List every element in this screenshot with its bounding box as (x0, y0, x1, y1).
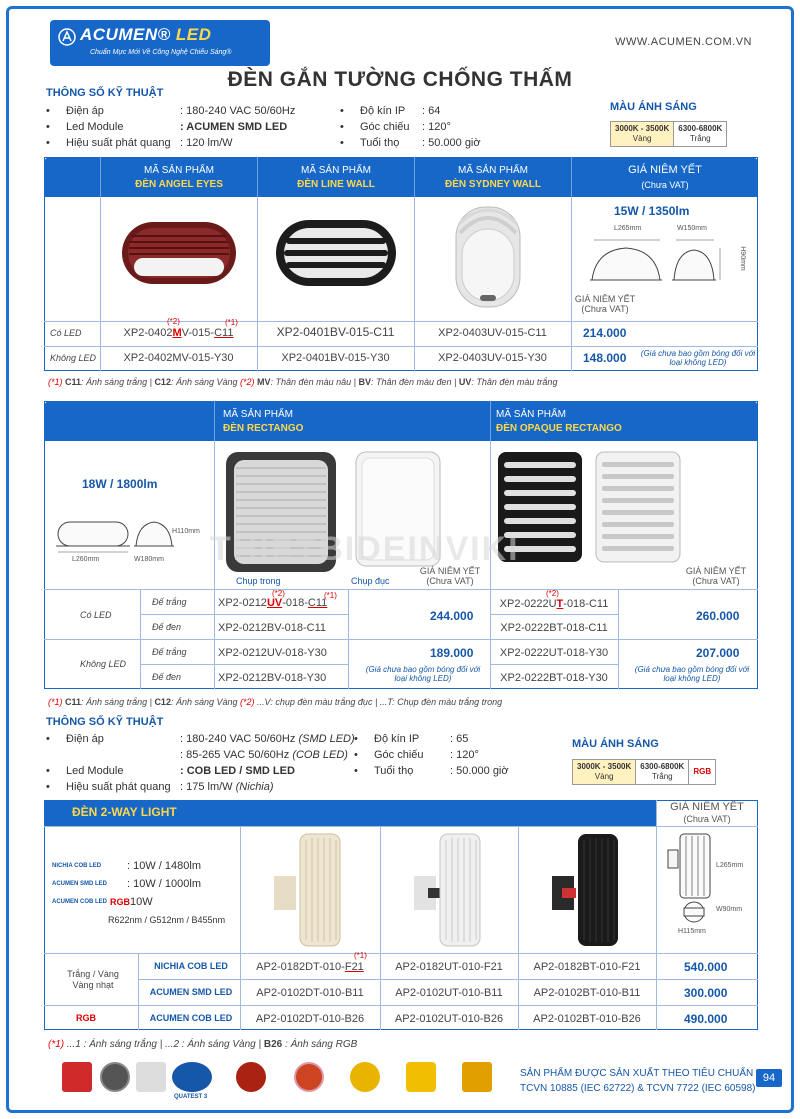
price-label-block (676, 566, 756, 586)
spec-value: : 120° (450, 749, 479, 761)
price-label-block (410, 566, 490, 586)
code-2way-white-nichia[interactable]: AP2-0182UT-010-F21 (395, 961, 503, 973)
spec-value: : 50.000 giờ (450, 765, 509, 777)
footnote-code: B26 (263, 1039, 283, 1050)
acumen-logo-icon (58, 28, 76, 46)
dimension-width: W180mm (134, 556, 164, 563)
price-2way-smd: 300.000 (684, 986, 728, 1000)
price-led: 214.000 (583, 326, 627, 340)
spec-value: : 50.000 giờ (422, 137, 481, 149)
spec-label: Hiệu suất phát quang (66, 781, 171, 793)
code-part: XP2-0222U (499, 598, 557, 610)
dimension-width: W90mm (716, 906, 743, 913)
footnote-text: : Ánh sáng trắng | (81, 697, 155, 707)
price-rectango-no-led: 189.000 (430, 646, 474, 660)
watermark: THIETBIDEINVIKI (210, 530, 520, 568)
led-type-cell: ACUMEN SMD LED (149, 987, 233, 997)
footnote-1 (48, 377, 557, 387)
code-opaque-led-black[interactable]: XP2-0222BT-018-C11 (500, 622, 608, 634)
note-mark-1: (*1) (324, 591, 337, 600)
footnote-text: : Ánh sáng Vàng (170, 377, 241, 387)
cert-quality-icon (136, 1062, 166, 1092)
code-opaque-no-led-white[interactable]: XP2-0222UT-018-Y30 (499, 647, 609, 659)
price-label: GIÁ NIÊM YẾT (419, 566, 481, 576)
code-part: XP2-0212 (218, 597, 267, 609)
2way-light-black-image (542, 830, 638, 950)
header-top: MÃ SẢN PHẨM (223, 409, 294, 420)
dimension-height: H115mm (678, 928, 706, 935)
base-white-label: Đế trắng (152, 647, 187, 657)
header-product-opaque-rectango: ĐÈN OPAQUE RECTANGO (496, 423, 622, 434)
spec-value: : COB LED / SMD LED (180, 765, 295, 777)
spec-label: Điện áp (66, 105, 104, 117)
led-type-cell: ACUMEN COB LED (149, 1013, 233, 1023)
spec-title: THÔNG SỐ KỸ THUẬT (46, 87, 164, 99)
footnote-code: C11 (65, 697, 82, 707)
cool-sub: Trắng (689, 134, 711, 143)
led-type-label: ACUMEN SMD LED (52, 881, 107, 887)
color-temp-box (610, 121, 727, 147)
page-number: 94 (756, 1069, 782, 1087)
sydney-wall-lamp-image (452, 203, 524, 311)
code-part: AP2-0182DT-010- (256, 961, 345, 973)
code-part: -018-C11 (563, 598, 609, 610)
code-angel-eyes-led[interactable] (100, 327, 257, 339)
footnote-mark: (*2) (240, 697, 255, 707)
acumen-logo[interactable] (50, 20, 270, 66)
code-opaque-no-led-black[interactable]: XP2-0222BT-018-Y30 (500, 672, 608, 684)
base-black-label: Đế đen (152, 672, 182, 682)
note-mark-1: (*1) (225, 318, 238, 327)
spec-value: : 175 lm/W (180, 781, 233, 793)
spec2-list-left: • Điện áp : 180-240 VAC 50/60Hz (SMD LED) : 85-265 VAC 50/60Hz (COB LED) • Led Module : COB LED / SMD LED • Hiệu suất phát quang : 175 lm/W (Nichia) (46, 733, 355, 793)
footnote-3 (48, 1039, 357, 1050)
angel-eyes-lamp-image (118, 218, 240, 288)
price-opaque-no-led: 207.000 (696, 646, 740, 660)
warm-sub: Vàng (594, 772, 614, 781)
warm-temp (573, 760, 635, 784)
footnote-text: : Thân đèn màu nâu | (270, 377, 359, 387)
spec-value: : ACUMEN SMD LED (180, 121, 288, 133)
spec-label: Led Module (66, 765, 124, 777)
spec-label: Độ kín IP (360, 105, 406, 117)
row-label-led: Có LED (80, 610, 112, 620)
dimension-length: L260mm (72, 556, 100, 563)
header-top: MÃ SẢN PHẨM (457, 165, 528, 176)
2way-power-list (52, 858, 242, 928)
footnote-text: : Ánh sáng trắng | (81, 377, 155, 387)
code-part-color: M (172, 327, 182, 339)
header-top: MÃ SẢN PHẨM (143, 165, 214, 176)
warm-temp (611, 122, 673, 146)
brand-tagline: Chuẩn Mực Mới Về Công Nghệ Chiếu Sáng® (90, 49, 232, 56)
table3-title: ĐÈN 2-WAY LIGHT (72, 805, 177, 819)
color-temp-box (572, 759, 716, 785)
warm-value: 3000K - 3500K (577, 762, 632, 771)
footnote-mark: (*2) (240, 377, 255, 387)
header-product-sydney-wall: ĐÈN SYDNEY WALL (445, 179, 541, 190)
price-2way-rgb: 490.000 (684, 1012, 728, 1026)
price-note: (Giá chưa bao gồm bóng đối với loại không LED) (640, 349, 756, 367)
spec-label: Điện áp (66, 733, 104, 745)
price-rectango-led: 244.000 (430, 609, 474, 623)
footnote-code: C12 (154, 697, 171, 707)
footnote-mark: (*1) (48, 1039, 65, 1050)
cert-logo-icon (62, 1062, 92, 1092)
code-2way-white-smd[interactable]: AP2-0102UT-010-B11 (395, 987, 503, 999)
code-part: -018- (282, 597, 308, 609)
rectango-dimension-drawing (52, 512, 182, 558)
footnote-text: ...V: chụp đèn màu trắng đục | ...T: Chụp đèn màu trắng trong (254, 697, 503, 707)
dimension-length: L265mm (614, 225, 642, 232)
row-label-no-led: Không LED (50, 353, 97, 363)
2way-light-white-image (404, 830, 500, 950)
header-top: MÃ SẢN PHẨM (300, 165, 371, 176)
footnote-code: BV (358, 377, 371, 387)
cert-star-award-icon (294, 1062, 324, 1092)
website-url[interactable]: WWW.ACUMEN.COM.VN (615, 36, 752, 48)
cert-iso-icon (100, 1062, 130, 1092)
header-price-sub: (Chưa VAT) (641, 180, 689, 190)
standard-line-1: SẢN PHẨM ĐƯỢC SẢN XUẤT THEO TIÊU CHUẨN (520, 1068, 754, 1079)
price-note: (Giá chưa bao gồm bóng đối với loại không LED) (365, 665, 481, 683)
cool-value: 6300-6800K (678, 124, 723, 133)
note-mark-2: (*2) (272, 589, 285, 598)
code-rectango-no-led-white[interactable]: XP2-0212UV-018-Y30 (218, 647, 327, 659)
header-product-line-wall: ĐÈN LINE WALL (297, 179, 375, 190)
row-label-no-led: Không LED (80, 659, 127, 669)
dimension-height: H110mm (172, 528, 200, 535)
row-label-led: Có LED (50, 328, 82, 338)
code-sydney-wall-no-led[interactable]: XP2-0403UV-015-Y30 (438, 352, 547, 364)
table2-header (44, 401, 758, 441)
spec-label: Góc chiếu (374, 749, 424, 761)
cool-value: 6300-6800K (640, 762, 685, 771)
table1-header (44, 157, 758, 197)
cert-quatest-icon (172, 1062, 212, 1092)
code-part-color: T (556, 598, 564, 610)
led-power-value: 10W (130, 896, 153, 908)
spec-label: Led Module (66, 121, 124, 133)
warm-value: 3000K - 3500K (615, 124, 670, 133)
led-type-cell: NICHIA COB LED (154, 961, 228, 971)
cool-temp (635, 760, 688, 784)
rgb-tag: RGB (110, 897, 130, 907)
led-type-label: ACUMEN COB LED (52, 899, 107, 905)
cool-sub: Trắng (651, 772, 673, 781)
spec-label: Độ kín IP (374, 733, 420, 745)
dimension-drawing (586, 236, 726, 286)
page-title: ĐÈN GẮN TƯỜNG CHỐNG THẤM (227, 68, 573, 91)
code-sydney-wall-led[interactable]: XP2-0403UV-015-C11 (438, 327, 547, 339)
footnote-text: : Thân đèn màu trắng (471, 377, 558, 387)
price-sub: (Chưa VAT) (692, 576, 740, 586)
spec-title: THÔNG SỐ KỸ THUẬT (46, 716, 164, 728)
cert-trusted-icon (406, 1062, 436, 1092)
footnote-text: : Thân đèn màu đen | (370, 377, 459, 387)
footnote-text: : Ánh sáng RGB (282, 1039, 358, 1050)
code-rectango-no-led-black[interactable]: XP2-0212BV-018-Y30 (218, 672, 327, 684)
row-label-white-yellow: Trắng / Vàng Vàng nhạt (67, 969, 119, 990)
color-temp-title: MÀU ÁNH SÁNG (610, 101, 697, 113)
price-no-led: 148.000 (583, 351, 627, 365)
spec-list-left: • Điện áp : 180-240 VAC 50/60Hz • Led Module : ACUMEN SMD LED • Hiệu suất phát quang : 120 lm/W (46, 105, 296, 149)
price-opaque-led: 260.000 (696, 609, 740, 623)
cert-gold-award-icon (350, 1062, 380, 1092)
code-rectango-led-white[interactable] (218, 597, 327, 609)
opaque-rectango-white-image (592, 448, 684, 566)
code-part-light: C11 (307, 597, 328, 609)
line-wall-lamp-image (272, 216, 400, 290)
price-sub: (Chưa VAT) (581, 304, 629, 314)
spec-value: : 120 lm/W (180, 137, 233, 149)
rgb-option: RGB (688, 760, 715, 784)
code-part-color: UV (266, 597, 283, 609)
price-label: GIÁ NIÊM YẾT (670, 801, 744, 813)
rgb-wavelength: R622nm / G512nm / B455nm (108, 915, 226, 925)
dimension-height: H90mm (738, 246, 746, 271)
footnote-mark: (*1) (48, 377, 63, 387)
code-part-light: C11 (214, 327, 234, 339)
warm-sub: Vàng (632, 134, 652, 143)
footnote-code: UV (458, 377, 472, 387)
code-line-wall-no-led[interactable]: XP2-0401BV-015-Y30 (281, 352, 390, 364)
spec-list-right: • Độ kín IP : 64 • Góc chiếu : 120° • Tuổi thọ : 50.000 giờ (340, 105, 481, 149)
power-rating-rectango: 18W / 1800lm (82, 477, 158, 491)
led-power-value: : 10W / 1000lm (127, 878, 201, 890)
header-product-rectango: ĐÈN RECTANGO (223, 423, 304, 434)
code-part-light: F21 (344, 961, 364, 973)
spec-note: (COB LED) (292, 749, 348, 761)
brand-name: ACUMEN® LED (80, 25, 212, 44)
price-note: (Giá chưa bao gồm bóng đối với loại không LED) (634, 665, 750, 683)
footnote-2 (48, 697, 502, 707)
code-2way-black-nichia[interactable]: AP2-0182BT-010-F21 (533, 961, 641, 973)
2way-light-beige-image (264, 830, 360, 950)
code-part: XP2-0402 (123, 327, 173, 339)
spec-value: : 65 (450, 733, 469, 745)
code-2way-beige-smd[interactable]: AP2-0102DT-010-B11 (256, 987, 364, 999)
spec-label: Góc chiếu (360, 121, 410, 133)
dimension-width: W150mm (677, 225, 707, 232)
footnote-code: MV (257, 377, 271, 387)
code-2way-white-rgb[interactable]: AP2-0102UT-010-B26 (394, 1013, 504, 1025)
footnote-code: C11 (65, 377, 82, 387)
led-power-value: : 10W / 1480lm (127, 860, 201, 872)
footnote-mark: (*1) (48, 697, 63, 707)
spec-label: Tuổi thọ (360, 137, 400, 149)
spec2-list-right: • Độ kín IP : 65 • Góc chiếu : 120° • Tuổi thọ : 50.000 giờ (354, 733, 509, 777)
spec-value: : 180-240 VAC 50/60Hz (180, 105, 296, 117)
power-rating: 15W / 1350lm (614, 204, 690, 218)
price-sub: (Chưa VAT) (426, 576, 474, 586)
code-part: V-015- (181, 327, 215, 339)
header-price: GIÁ NIÊM YẾT (628, 164, 702, 176)
code-opaque-led-white[interactable] (494, 598, 614, 610)
label-clear-cover: Chụp trong (236, 576, 281, 586)
footnote-code: C12 (154, 377, 171, 387)
table3-header (44, 800, 656, 826)
code-angel-eyes-no-led[interactable]: XP2-0402MV-015-Y30 (123, 352, 234, 364)
label-opaque-cover: Chụp đục (351, 576, 390, 586)
row-label-rgb: RGB (76, 1013, 96, 1023)
brand-led: LED (175, 25, 212, 44)
cert-quatest-label: QUATEST 3 (174, 1094, 208, 1100)
spec-note: (Nichia) (235, 781, 274, 793)
price-label-block (658, 801, 756, 825)
spec-value: : 85-265 VAC 50/60Hz (180, 749, 290, 761)
standard-info (520, 1066, 756, 1096)
brand-text: ACUMEN (80, 25, 158, 44)
note-mark-2: (*2) (546, 589, 559, 598)
led-type-label: NICHIA COB LED (52, 863, 102, 869)
cert-brand-award-icon (236, 1062, 266, 1092)
spec-value: : 64 (422, 105, 441, 117)
footnote-text: : Ánh sáng Vàng (170, 697, 241, 707)
code-2way-black-smd[interactable]: AP2-0102BT-010-B11 (533, 987, 641, 999)
code-rectango-led-black[interactable]: XP2-0212BV-018-C11 (218, 622, 327, 634)
footnote-text: ...1 : Ánh sáng trắng | ...2 : Ánh sáng Vàng | (64, 1039, 264, 1050)
spec-label: Tuổi thọ (374, 765, 414, 777)
price-label-block (572, 294, 638, 314)
dimension-length: L265mm (716, 862, 744, 869)
spec-note: (SMD LED) (298, 733, 355, 745)
header-product-angel-eyes: ĐÈN ANGEL EYES (135, 179, 223, 190)
price-2way-nichia: 540.000 (684, 960, 728, 974)
color-temp-title: MÀU ÁNH SÁNG (572, 738, 659, 750)
code-2way-black-rgb[interactable]: AP2-0102BT-010-B26 (533, 1013, 641, 1025)
note-mark-2: (*2) (167, 317, 180, 326)
code-2way-beige-rgb[interactable]: AP2-0102DT-010-B26 (255, 1013, 365, 1025)
price-label: GIÁ NIÊM YẾT (574, 294, 636, 304)
base-white-label: Đế trắng (152, 597, 187, 607)
code-2way-beige-nichia[interactable] (240, 961, 380, 973)
cert-brand-icon (462, 1062, 492, 1092)
code-line-wall-led[interactable]: XP2-0401BV-015-C11 (276, 325, 395, 339)
base-black-label: Đế đen (152, 622, 182, 632)
spec-value: : 180-240 VAC 50/60Hz (180, 733, 296, 745)
price-sub: (Chưa VAT) (683, 814, 731, 824)
header-top: MÃ SẢN PHẨM (496, 409, 567, 420)
price-label: GIÁ NIÊM YẾT (685, 566, 747, 576)
standard-line-2: TCVN 10885 (IEC 62722) & TCVN 7722 (IEC 60598) (520, 1083, 756, 1094)
spec-value: : 120° (422, 121, 451, 133)
note-mark-1: (*1) (354, 951, 367, 960)
spec-label: Hiệu suất phát quang (66, 137, 171, 149)
cool-temp (673, 122, 726, 146)
